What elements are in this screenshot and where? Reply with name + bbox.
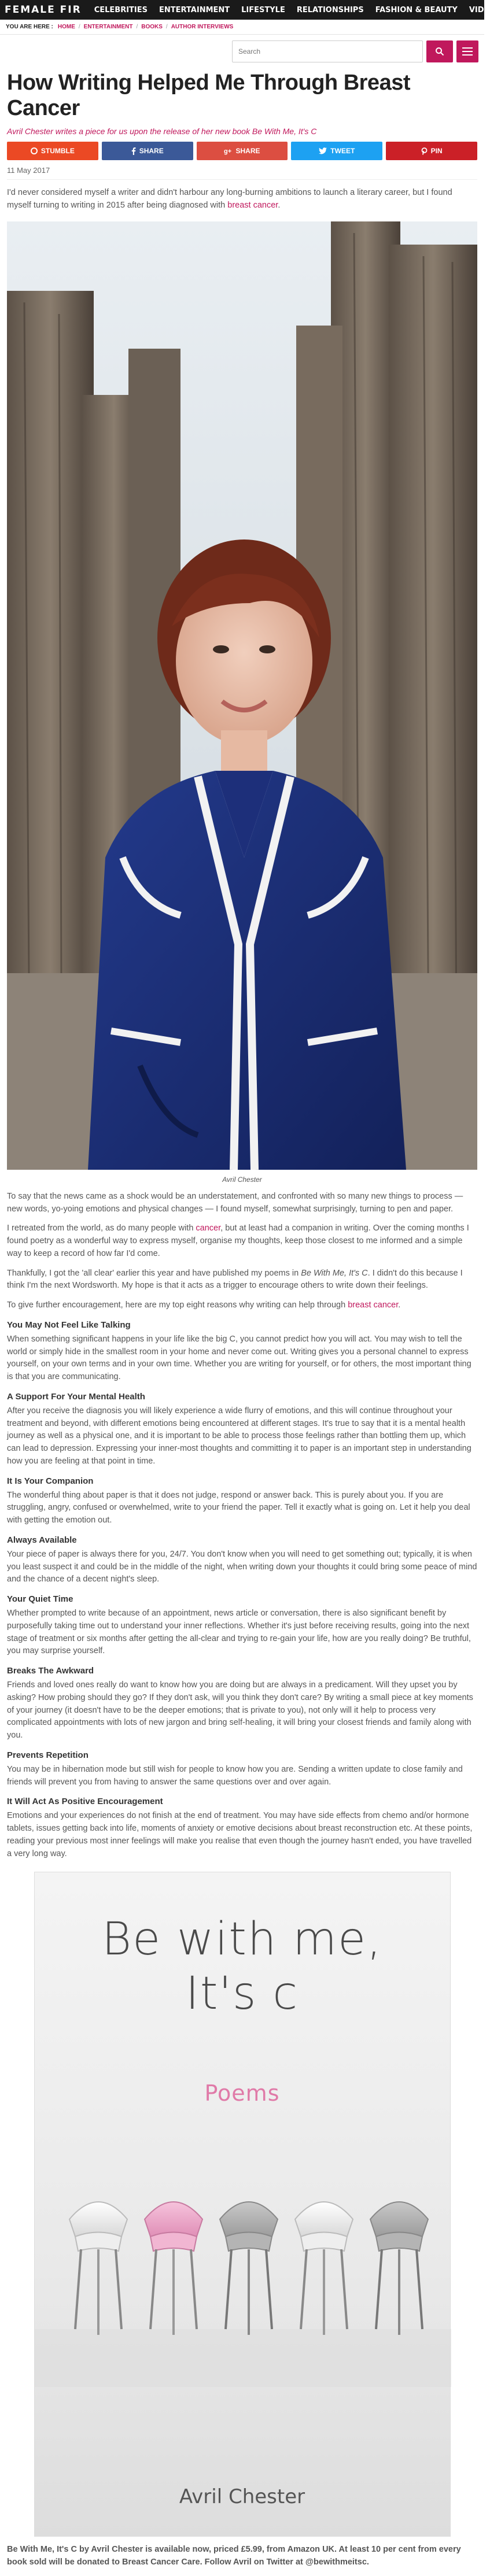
section-heading: Your Quiet Time [7,1594,73,1605]
author-portrait-image [7,221,477,1170]
nav-item-fashion-beauty[interactable]: FASHION & BEAUTY [375,5,458,14]
article [0,71,484,2576]
breadcrumb-separator: / [165,24,168,30]
share-label: TWEET [330,147,355,156]
article-paragraph [7,1299,477,1312]
svg-text:g+: g+ [224,148,232,156]
section-heading: A Support For Your Mental Health [7,1391,145,1402]
section-body: The wonderful thing about paper is that it does not judge, respond or answer back. This is purely about you. If you are struggling, angry, confused or overwhelmed, write to your friend the paper. Tell it exactly what is going on. Let it help you deal with getting the emotion out. [7,1490,470,1525]
site-logo[interactable]: FEMALE FIR [5,4,82,16]
section-heading: Prevents Repetition [7,1750,89,1760]
section-body: Friends and loved ones really do want to know how you are doing but are always in a predicament. Will they upset you by asking? How probing should they go? If they don't ask, will you think they don't care? By writing a small piece at key moments of your journey (it doesn't have to be the deeper emotions; that is private to you), not only will it help to process very complicated appointments with lots of new jargon and bring self-healing, it will bring your closest friends and family along with you. [7,1680,473,1740]
section-body: You may be in hibernation mode but still wish for people to know how you are. Sending a written update to close family and friends will prevent you from having to answer the same questions over and over again. [7,1764,463,1787]
paragraph-text: . [398,1300,401,1310]
book-cover-title-line: It's c [185,1967,299,2020]
stumbleupon-icon [31,147,38,154]
facebook-icon [131,147,136,155]
photo-caption: Avril Chester [222,1175,262,1184]
section-heading: Breaks The Awkward [7,1666,94,1676]
section-heading: It Is Your Companion [7,1476,94,1486]
intro-text-end: . [278,201,281,210]
paragraph-text: , but at least had a companion in writing. Over the coming months I found poetry as a wonderful way to express myself, organise my thoughts, keep those closest to me informed and a simple way to keep a record of how far I'd come. [7,1224,469,1258]
share-label: SHARE [139,147,164,156]
author-photo [7,221,477,1170]
google-share-button[interactable] [197,142,288,160]
search-button[interactable] [426,40,453,62]
tweet-button[interactable] [291,142,382,160]
breadcrumb-author-interviews[interactable]: AUTHOR INTERVIEWS [171,24,234,30]
intro-text: I'd never considered myself a writer and didn't harbour any long-burning ambitions to launch a literary career, but I found myself turning to writing in 2015 after being diagnosed with [7,188,452,210]
nav-item-entertainment[interactable]: ENTERTAINMENT [159,5,230,14]
breadcrumb [0,20,484,35]
book-cover-title-line: Be with me, [102,1913,382,1966]
paragraph-text: To give further encouragement, here are my top eight reasons why writing can help through [7,1300,348,1310]
breast-cancer-link[interactable]: breast cancer [227,201,278,210]
menu-button[interactable] [456,40,478,62]
facebook-share-button[interactable] [102,142,193,160]
section-heading: You May Not Feel Like Talking [7,1320,131,1330]
article-intro [7,187,477,212]
section-heading: It Will Act As Positive Encouragement [7,1797,163,1807]
cancer-link[interactable]: cancer [196,1224,221,1233]
stumble-button[interactable] [7,142,98,160]
paragraph-text: Thankfully, I got the 'all clear' earlier this year and have published my poems in [7,1268,301,1278]
section-body: When something significant happens in your life like the big C, you cannot predict how you will act. You may wish to tell the world or simply hide in the smallest room in your home and never come out. Writing gives you a personal channel to express yourself, on your own terms and in your own time. Whether you are writing for yourself, or for others, the most important thing is that you are communicating. [7,1334,471,1382]
article-date: 11 May 2017 [7,166,477,180]
nav-item-video[interactable]: VIDEO [469,5,496,14]
article-paragraph [7,1222,477,1260]
book-cover-title [35,1913,450,2021]
book-title-mention: Be With Me, It's C [301,1268,368,1278]
search-input[interactable] [232,40,423,62]
hamburger-menu-icon [462,47,473,56]
breadcrumb-label: YOU ARE HERE : [6,24,53,30]
share-buttons [7,142,477,160]
nav-item-celebrities[interactable]: CELEBRITIES [94,5,148,14]
search-icon [435,47,444,56]
breadcrumb-home[interactable]: HOME [57,24,75,30]
book-cover-genre: Poems [204,2080,280,2106]
nav-item-relationships[interactable]: RELATIONSHIPS [296,5,364,14]
pin-button[interactable] [386,142,477,160]
paragraph-text: . I didn't do this because I think I'm the next Wordsworth. My hope is that it acts as a trigger to encourage others to write down their feelings. [7,1268,463,1291]
section-heading: Always Available [7,1535,77,1545]
breadcrumb-entertainment[interactable]: ENTERTAINMENT [83,24,133,30]
pinterest-icon [421,147,428,155]
section-body: After you receive the diagnosis you will likely experience a wide flurry of emotions, and this will continue throughout your treatment and beyond, with different emotions being encountered at different stages. It's true to say that it is a mental health journey as well as a physical one, and it is important to be able to process those feelings rather than bottling them up, which can lead to depression. Expressing your inner-most thoughts and committing it to paper is an important step in understanding how you are feeling at that point in time. [7,1406,471,1466]
chairs-illustration [35,2121,451,2387]
article-paragraph [7,1267,477,1293]
top-nav-bar [0,0,496,20]
article-subtitle: Avril Chester writes a piece for us upon the release of her new book Be With Me, It's C [7,127,317,136]
google-plus-icon [224,147,232,154]
book-cover-image [34,1872,451,2537]
breadcrumb-books[interactable]: BOOKS [141,24,163,30]
breast-cancer-link[interactable]: breast cancer [348,1300,399,1310]
breadcrumb-separator: / [78,24,80,30]
share-label: SHARE [235,147,260,156]
article-title: How Writing Helped Me Through Breast Cancer [7,71,410,120]
section-body: Emotions and your experiences do not finish at the end of treatment. You may have side effects from chemo and/or hormone tablets, issues getting back into life, moments of anxiety or emotive decisions about breast reconstruction etc. At these points, reading your previous most inner feelings will make you realise that even though the journey hasn't ended, you have travelled a very long way. [7,1811,473,1858]
share-label: PIN [430,147,443,156]
main-nav [89,6,501,14]
section-body: Whether prompted to write because of an appointment, news article or conversation, there is also significant benefit by purposefully taking time out to understand your inner reflections. Whether it's just before receiving results, going into the next stage of treatment or six months after getting the all-clear and trying to re-gain your life, how are you really doing? Be truthful, you may surprise yourself. [7,1609,471,1656]
book-availability-note: Be With Me, It's C by Avril Chester is available now, priced £5.99, from Amazon UK. At least 10 per cent from every book sold will be donated to Breast Cancer Care. Follow Avril on Twitter at @bewithmeitsc. [7,2545,461,2567]
twitter-icon [319,147,327,154]
section-body: Your piece of paper is always there for you, 24/7. You don't know when you will need to get something out; typically, it is when you least suspect it and could be in the middle of the night, when writing down your thoughts it could bring some peace of mind and the chance of a decent night's sleep. [7,1549,477,1584]
search-bar [0,35,484,68]
breadcrumb-separator: / [136,24,138,30]
paragraph-text: I retreated from the world, as do many people with [7,1224,196,1233]
book-cover-author: Avril Chester [179,2485,305,2509]
nav-item-lifestyle[interactable]: LIFESTYLE [241,5,285,14]
share-label: STUMBLE [40,147,75,156]
article-paragraph: To say that the news came as a shock would be an understatement, and confronted with so many new things to process — new words, yo-yoing emotions and physical changes — I found myself, somewhat surprisingly, turning to pen and paper. [7,1191,463,1214]
